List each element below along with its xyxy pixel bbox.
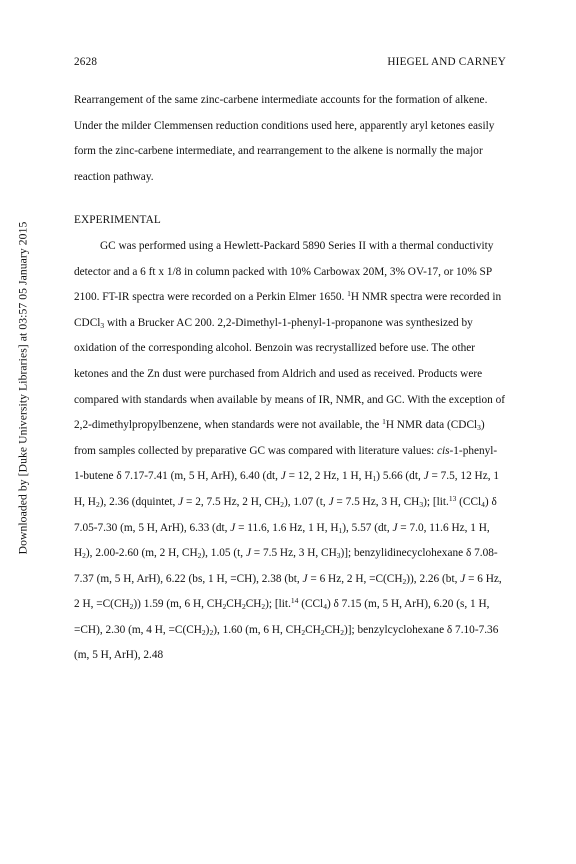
download-watermark-text: Downloaded by [Duke University Libraries] at 03:57 05 January 2015 (16, 221, 30, 555)
section-heading: EXPERIMENTAL (74, 214, 161, 227)
intro-paragraph: Rearrangement of the same zinc-carbene intermediate accounts for the formation of alkene. Under the milder Clemmensen reduction conditions used here, apparently aryl ketones easily form the zinc-carbene intermediate, and rearrangement to the alkene is normally the major reaction pathway. (74, 94, 495, 183)
experimental-paragraph: GC was performed using a Hewlett-Packard 5890 Series II with a thermal conductivity detector and a 6 ft x 1/8 in column packed with 10% Carbowax 20M, 3% OV-17, or 10% SP 2100. FT-IR spectra were recorded on a Perkin Elmer 1650. $^1$H NMR spectra were recorded in CDCl$_3$ with a Brucker AC 200. 2,2-Dimethyl-1-phenyl-1-propanone was synthesized by oxidation of the corresponding alcohol. Benzoin was recrystallized before use. The other ketones and the Zn dust were purchased from Aldrich and used as received. Products were compared with standards when available by means of IR, NMR, and GC. With the exception of 2,2-dimethylpropylbenzene, when standards were not available, the $^1$H NMR data (CDCl$_3$) from samples collected by preparative GC was compared with literature values: cis-1-phenyl-1-butene δ 7.17-7.41 (m, 5 H, ArH), 6.40 (dt, J = 12, 2 Hz, 1 H, $H_1$) 5.66 (dt, J = 7.5, 12 Hz, 1 H, $H_2$), 2.36 (dquintet, J = 2, 7.5 Hz, 2 H, $CH_2$), 1.07 (t, J = 7.5 Hz, 3 H, $CH_3$); [lit.$^{13}$ (CCl$_4$) δ 7.05-7.30 (m, 5 H, ArH), 6.33 (dt, J = 11.6, 1.6 Hz, 1 H, $H_1$), 5.57 (dt, J = 7.0, 11.6 Hz, 1 H, $H_2$), 2.00-2.60 (m, 2 H, $CH_2$), 1.05 (t, J = 7.5 Hz, 3 H, $CH_3$)]; benzylidinecyclohexane δ 7.08-7.37 (m, 5 H, ArH), 6.22 (bs, 1 H, =CH), 2.38 (bt, J = 6 Hz, 2 H, $=C(CH_2)$), 2.26 (bt, J = 6 Hz, 2 H, $=C(CH_2)$) 1.59 (m, 6 H, $CH_2CH_2CH_2$); [lit.$^{14}$ (CCl$_4$) δ 7.15 (m, 5 H, ArH), 6.20 (s, 1 H, =CH), 2.30 (m, 4 H, $=C(CH_2)_2$), 1.60 (m, 6 H, $CH_2CH_2CH_2$)]; benzylcyclohexane δ 7.10-7.36 (m, 5 H, ArH), 2.48 (74, 239, 506, 662)
page-number: 2628 (74, 56, 98, 68)
page-header (74, 56, 506, 68)
article-body (74, 88, 506, 669)
running-title: HIEGEL AND CARNEY (387, 56, 506, 68)
download-watermark (14, 158, 32, 618)
